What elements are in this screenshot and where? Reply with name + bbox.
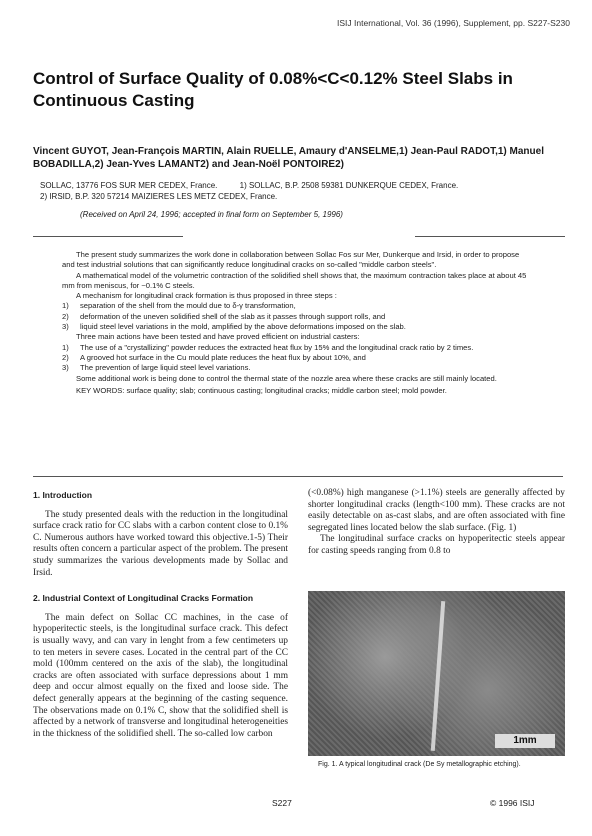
abstract-paragraph: A mathematical model of the volumetric contraction of the solidified shell shows that, the maximum contraction takes place at about 45 mm from meniscus, for ~0.1% C steels. [62,270,527,290]
section-heading: 2. Industrial Context of Longitudinal Cracks Formation [33,593,254,604]
received-date: (Received on April 24, 1996; accepted in final form on September 5, 1996) [80,210,343,219]
list-item: 2) deformation of the uneven solidified shell of the slab as it passes through support rolls, and [62,311,386,321]
paragraph: The longitudinal surface cracks on hypoperitectic steels appear for casting speeds ranging from 0.8 to [308,534,565,556]
list-item: 2) A grooved hot surface in the Cu mould plate reduces the heat flux by about 10%, and [62,352,366,362]
abstract-paragraph: A mechanism for longitudinal crack formation is thus proposed in three steps : [76,291,337,301]
left-column [33,490,288,740]
figure-caption: Fig. 1. A typical longitudinal crack (De Sy metallographic etching). [318,761,521,768]
divider [33,476,563,477]
divider [415,236,565,237]
scale-bar-label: 1mm [495,734,555,748]
page-number: S227 [272,798,292,808]
copyright: © 1996 ISIJ [490,798,535,808]
right-column [308,488,565,558]
journal-header: ISIJ International, Vol. 36 (1996), Supplement, pp. S227-S230 [337,18,570,28]
paragraph: (<0.08%) high manganese (>1.1%) steels are generally affected by shorter longitudinal cracks (length<100 mm). These cracks are not easily detectable on as-cast slabs, and are often associated with fine segregated lines located below the slab surface. (Fig. 1) [308,488,565,533]
keywords: KEY WORDS: surface quality; slab; continuous casting; longitudinal cracks; middle carbon steel; mold powder. [76,385,447,395]
abstract [62,250,532,396]
section-heading: 1. Introduction [33,490,93,500]
micrograph-figure [308,591,565,756]
list-item: 1) separation of the shell from the mould due to δ-γ transformation, [62,301,296,311]
abstract-paragraph: Three main actions have been tested and have proved efficient on industrial casters: [76,332,360,342]
section-text: The study presented deals with the reduction in the longitudinal surface crack ratio for CC slabs with a carbon content close to 0.1% C. Numerous authors have worked toward this objective.1-5) Their results often concern a particular aspect of the problem. The present study summarizes the various developments made by Sollac and Irsid. [33,509,288,578]
abstract-paragraph: Some additional work is being done to control the thermal state of the nozzle area where these cracks are still mainly located. [76,373,497,383]
list-item: 3) liquid steel level variations in the mold, amplified by the above deformations imposed on the slab. [62,322,406,332]
abstract-paragraph: The present study summarizes the work done in collaboration between Sollac Fos sur Mer, Dunkerque and Irsid, in order to propose and test industrial solutions that can significantly reduce longitudinal cracks on so-called "middle carbon steels". [62,250,520,270]
list-item: 3) The prevention of large liquid steel level variations. [62,363,251,373]
divider [33,236,183,237]
affiliation-line: 2) IRSID, B.P. 320 57214 MAIZIERES LES METZ CEDEX, France. [40,191,278,201]
affiliation-line: SOLLAC, 13776 FOS SUR MER CEDEX, France. 1) SOLLAC, B.P. 2508 59381 DUNKERQUE CEDEX, France. [40,181,459,190]
paper-title: Control of Surface Quality of 0.08%<C<0.12% Steel Slabs in Continuous Casting [33,69,513,110]
authors: Vincent GUYOT, Jean-François MARTIN, Alain RUELLE, Amaury d'ANSELME,1) Jean-Paul RADOT,1) Manuel BOBADILLA,2) Jean-Yves LAMANT2) and Jean-Noël PONTOIRE2) [33,146,544,170]
affiliations [40,181,570,202]
crack-line [431,601,445,751]
list-item: 1) The use of a "crystallizing" powder reduces the extracted heat flux by 15% and the longitudinal crack ratio by 2 times. [62,342,474,352]
section-text: The main defect on Sollac CC machines, in the case of hypoperitectic steels, is the longitudinal surface crack. This defect is usually wavy, and can vary in lenght from a few centimeters up to ten meters in severe cases. Located in the central part of the CC mold (100mm centered on the axis of the slab), the longitudinal cracks are often associated with surface depressions about 1 mm deep and occur almost equally on the fixed and loose side. The defect generally appears at the beginning of the casting sequence. The observations made on 0.1% C, show that the solidified shell is affected by a network of transverse and longitudinal heterogeneities in the thickness of the solidified shell. The so-called low carbon [33,612,288,739]
